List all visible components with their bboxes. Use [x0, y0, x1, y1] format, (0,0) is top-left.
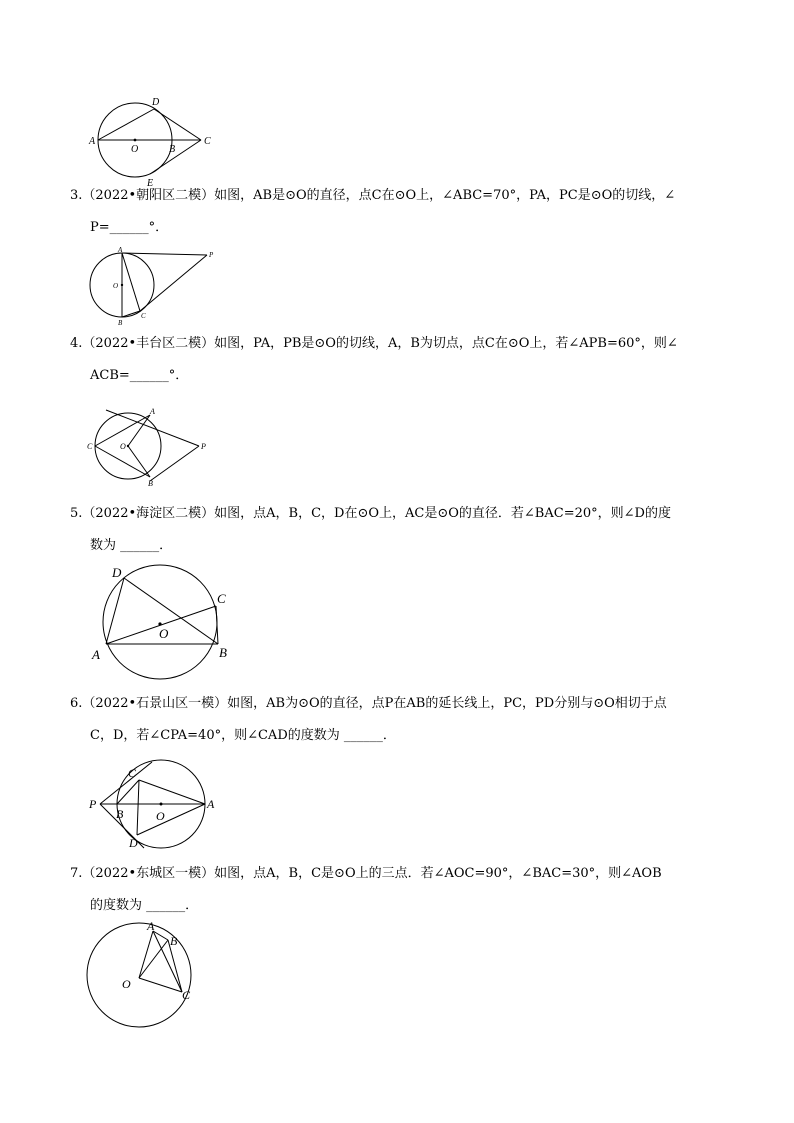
label-c: C: [87, 442, 93, 451]
label-o: O: [113, 282, 119, 290]
label-p: P: [89, 797, 97, 811]
question-source: （2022•石景山区一模）: [82, 696, 228, 711]
question-text-line1: 如图，点A，B，C是⊙O上的三点．若∠AOC=90°，∠BAC=30°，则∠AOB: [214, 866, 662, 881]
label-b: B: [219, 645, 227, 660]
label-a: A: [150, 407, 155, 416]
label-a: A: [207, 797, 215, 811]
question-number: 6.: [70, 696, 83, 711]
question-number: 5.: [70, 506, 83, 521]
label-o: O: [131, 144, 139, 155]
label-p: P: [209, 251, 214, 259]
question-text-line1: 如图，AB为⊙O的直径，点P在AB的延长线上，PC，PD分别与⊙O相切于点: [227, 696, 667, 711]
label-d: D: [129, 836, 138, 850]
question-number: 7.: [70, 866, 83, 881]
figure-circle-tangent-top: [86, 92, 226, 189]
segment-bc: [216, 606, 218, 644]
segment-da: [106, 578, 124, 644]
tangent-pa: [122, 253, 207, 255]
question-text-line2: P=______°．: [90, 220, 169, 235]
question-4: [70, 328, 730, 392]
figure-q3: [86, 244, 226, 330]
label-b: B: [170, 934, 178, 948]
question-text-line1: 如图，PA，PB是⊙O的切线，A，B为切点，点C在⊙O上，若∠APB=60°，则∠: [214, 336, 678, 351]
label-c: C: [204, 136, 211, 147]
center-dot: [121, 284, 123, 286]
question-text-line2: ACB=______°．: [90, 368, 189, 383]
label-o: O: [159, 626, 169, 641]
segment-ob: [128, 446, 150, 477]
question-text-line2: 数为 ______．: [90, 538, 173, 553]
segment-ca: [139, 780, 205, 804]
question-text-line1: 如图，点A，B，C，D在⊙O上，AC是⊙O的直径．若∠BAC=20°，则∠D的度: [214, 506, 671, 521]
label-a: A: [92, 647, 100, 662]
segment-db: [124, 578, 218, 644]
question-text-line2: 的度数为 ______．: [90, 898, 199, 913]
center-dot: [127, 445, 129, 447]
question-number: 4.: [70, 336, 83, 351]
question-source: （2022•海淀区二模）: [82, 506, 215, 521]
label-b: B: [118, 319, 123, 327]
question-6: [70, 688, 730, 752]
segment-oa: [139, 931, 153, 978]
segment-ac: [122, 253, 140, 311]
question-text-line1: 如图，AB是⊙O的直径，点C在⊙O上，∠ABC=70°，PA，PC是⊙O的切线，∠: [214, 188, 676, 203]
label-b: B: [169, 144, 176, 155]
center-dot: [134, 139, 137, 142]
segment-oc: [139, 978, 182, 992]
circle-o: [103, 565, 217, 679]
question-number: 3.: [70, 188, 83, 203]
label-d: D: [112, 565, 122, 580]
question-text-line2: C，D，若∠CPA=40°，则∠CAD的度数为 ______．: [90, 728, 396, 743]
label-c: C: [182, 988, 191, 1002]
tangent-pb: [150, 446, 199, 481]
segment-da: [137, 804, 205, 835]
label-o: O: [122, 977, 131, 991]
label-a: A: [118, 246, 123, 254]
label-e: E: [147, 178, 154, 189]
label-b: B: [148, 479, 153, 488]
label-o: O: [120, 442, 126, 451]
segment-ec: [150, 140, 201, 174]
figure-q6: [86, 758, 226, 854]
segment-cb: [117, 780, 139, 804]
question-source: （2022•丰台区二模）: [82, 336, 215, 351]
label-c: C: [217, 591, 226, 606]
question-3: [70, 180, 730, 244]
question-7: [70, 858, 730, 922]
label-p: P: [201, 442, 206, 451]
center-dot: [160, 803, 163, 806]
question-source: （2022•朝阳区二模）: [82, 188, 215, 203]
figure-q4: [86, 400, 216, 490]
segment-dc: [154, 109, 201, 140]
segment-ob: [139, 940, 168, 978]
tangent-pc: [100, 762, 152, 804]
figure-q7: [86, 918, 206, 1028]
segment-cd: [137, 780, 139, 835]
label-c: C: [141, 312, 146, 320]
figure-q5: [86, 562, 246, 666]
label-c: C: [128, 766, 137, 780]
tangent-pc: [140, 255, 207, 311]
label-o: O: [156, 809, 165, 823]
label-a: A: [147, 919, 155, 933]
segment-ad: [98, 109, 154, 140]
label-d: D: [152, 97, 160, 108]
label-b: B: [116, 807, 124, 821]
question-source: （2022•东城区一模）: [82, 866, 215, 881]
label-a: A: [89, 136, 96, 147]
question-5: [70, 498, 730, 562]
